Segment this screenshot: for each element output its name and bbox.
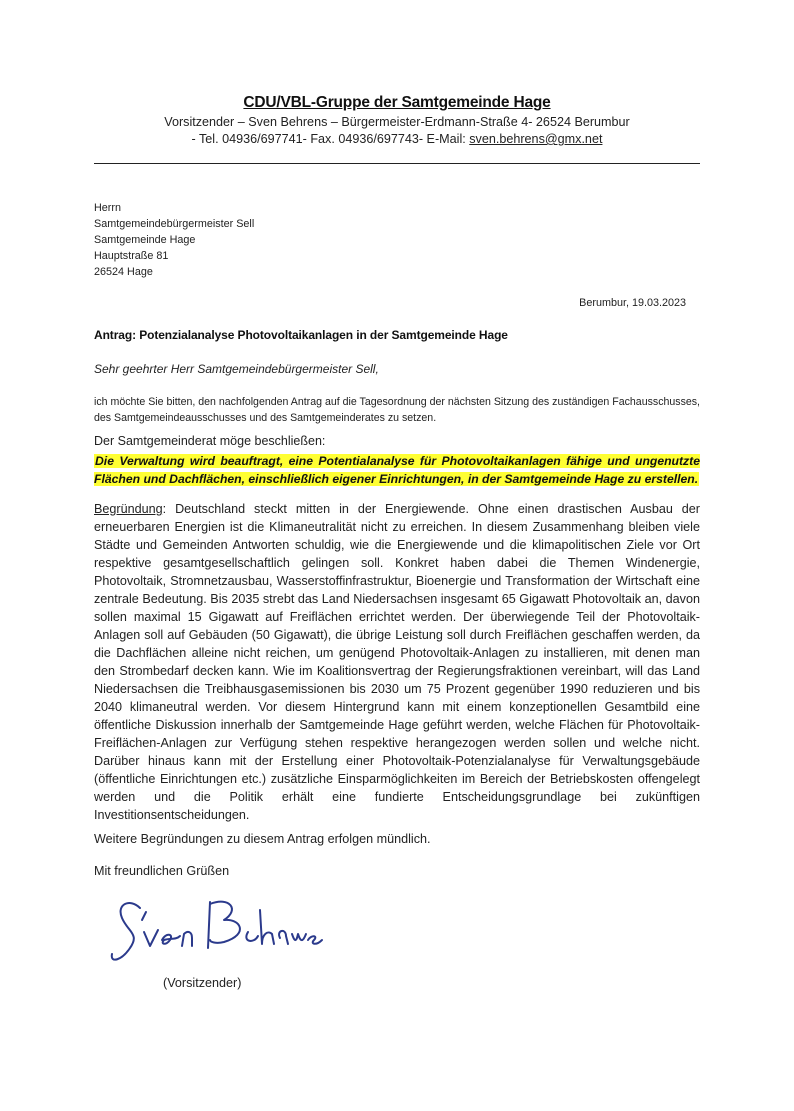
reasoning-text: : Deutschland steckt mitten in der Energiewende. Ohne einen drastischen Ausbau der erneuerbaren Energien ist die Klimaneutralität nicht zu erreichen. In diesem Zusammenhang bleiben viele Städte und Gemeinden Antworten schuldig, wie die Energiewende und die klimapolitischen Ziele vor Ort respektive gesamtgesellschaftlich gelingen soll. Konkret haben dabei die Themen Windenergie, Photovoltaik, Stromnetzausbau, Wasserstoffinfrastruktur, Bioenergie und Transformation der Wirtschaft eine zentrale Bedeutung. Bis 2035 strebt das Land Niedersachsen insgesamt 65 Gigawatt Photovoltaik an, davon sollen maximal 15 Gigawatt auf Freiflächen errichtet werden. Der überwiegende Teil der Photovoltaik-Anlagen soll auf Gebäuden (50 Gigawatt), die übrige Leistung soll durch Freiflächen geschaffen werden, da die Dachflächen alleine nicht reichen, um genügend Photovoltaik-Anlagen zu installieren, mit denen man den Strombedarf decken kann. Wie im Koalitionsvertrag der Regierungsfraktionen vereinbart, will das Land Niedersachsen die Treibhausgasemissionen bis 2030 um 75 Prozent gegenüber 1990 reduzieren und bis 2040 klimaneutral werden. Vor diesem Hintergrund kann mit einem konzeptionellen Gesamtbild eine öffentliche Diskussion innerhalb der Samtgemeinde Hage geführt werden, welche Flächen für Photovoltaik-Freiflächen-Anlagen zur Verfügung stehen respektive herangezogen werden sollen und welche nicht. Darüber hinaus kann mit der Erstellung einer Photovoltaik-Potenzialanalyse für Verwaltungsgebäude (öffentliche Einrichtungen etc.) zusätzliche Einsparmöglichkeiten im Bereich der Betriebskosten offengelegt werden und die Politik erhält eine fundierte Entscheidungsgrundlage bei zukünftigen Investitionsentscheidungen. (94, 502, 700, 822)
recipient-line: Herrn (94, 202, 121, 214)
signer-role: (Vorsitzender) (163, 976, 242, 990)
recipient-line: Hauptstraße 81 (94, 250, 169, 262)
request-paragraph: ich möchte Sie bitten, den nachfolgenden Antrag auf die Tagesordnung der nächsten Sitzung des zuständigen Fachausschusses, des Samtgemeindeausschusses und des Samtgemeinderates zu setzen. (94, 396, 700, 424)
reasoning-paragraph (94, 500, 700, 824)
further-reasons: Weitere Begründungen zu diesem Antrag erfolgen mündlich. (94, 832, 431, 846)
resolution-label: Der Samtgemeinderat möge beschließen: (94, 434, 326, 448)
recipient-line: 26524 Hage (94, 266, 153, 278)
organization-name: CDU/VBL-Gruppe der Samtgemeinde Hage (243, 94, 551, 111)
reasoning-label: Begründung (94, 502, 163, 516)
contact-line (94, 132, 700, 146)
recipient-address (94, 200, 254, 280)
place-date: Berumbur, 19.03.2023 (579, 297, 686, 309)
sender-address: Vorsitzender – Sven Behrens – Bürgermeister-Erdmann-Straße 4- 26524 Berumbur (164, 115, 630, 129)
email-link[interactable]: sven.behrens@gmx.net (469, 132, 603, 146)
contact-numbers: - Tel. 04936/697741- Fax. 04936/697743- E-Mail: (191, 132, 470, 146)
highlighted-resolution: Die Verwaltung wird beauftragt, eine Potentialanalyse für Photovoltaikanlagen fähige und ungenutzte Flächen und Dachflächen, einschließlich eigener Einrichtungen, in der Samtgemeinde Hage zu erstellen. (94, 454, 700, 486)
letterhead (94, 94, 700, 146)
salutation: Sehr geehrter Herr Samtgemeindebürgermeister Sell, (94, 362, 379, 376)
recipient-line: Samtgemeindebürgermeister Sell (94, 218, 255, 230)
subject-line: Antrag: Potenzialanalyse Photovoltaikanlagen in der Samtgemeinde Hage (94, 328, 508, 342)
handwritten-signature (100, 890, 340, 974)
recipient-line: Samtgemeinde Hage (94, 234, 196, 246)
closing-greeting: Mit freundlichen Grüßen (94, 864, 230, 878)
resolution-text (94, 452, 700, 488)
header-divider (94, 163, 700, 164)
